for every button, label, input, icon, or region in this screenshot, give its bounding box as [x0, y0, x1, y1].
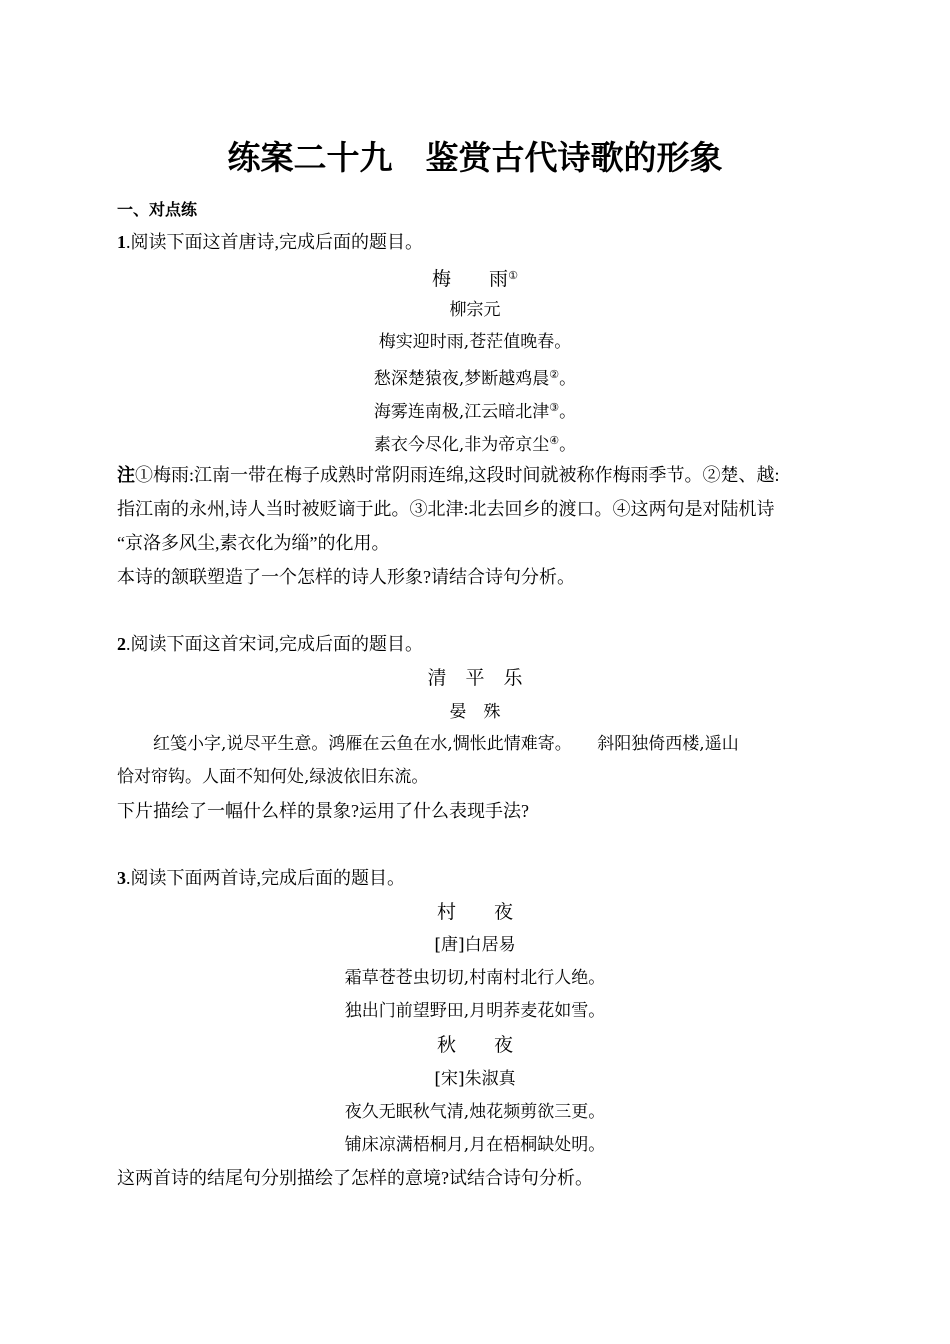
q3-poem-2-line: 夜久无眠秋气清,烛花频剪欲三更。: [344, 1102, 606, 1122]
q1-title-footnote-mark: ①: [508, 269, 518, 282]
q1-question: 本诗的颔联塑造了一个怎样的诗人形象?请结合诗句分析。: [117, 567, 575, 587]
q2-ci-text-line: 恰对帘钩。人面不知何处,绿波依旧东流。: [117, 767, 429, 787]
q1-line-4-footnote-mark: ④: [549, 434, 560, 447]
q1-line-3-end: 。: [559, 402, 577, 422]
q1-line-1-text: 梅实迎时雨,苍茫值晚春。: [378, 332, 572, 352]
q2-intro-text: .阅读下面这首宋词,完成后面的题目。: [126, 634, 423, 654]
q1-note-text-1: ①梅雨:江南一带在梅子成熟时常阴雨连绵,这段时间就被称作梅雨季节。②楚、越:: [135, 465, 780, 485]
q1-note-line: “京洛多风尘,素衣化为缁”的化用。: [117, 533, 390, 553]
q1-poem-title-text: 梅 雨: [432, 268, 509, 290]
q1-intro: [117, 228, 837, 256]
q3-intro-text: .阅读下面两首诗,完成后面的题目。: [126, 868, 405, 888]
q3-poem-1-author: [唐]白居易: [434, 935, 516, 955]
q1-poem-author: 柳宗元: [449, 300, 501, 320]
q1-line-4-end: 。: [559, 435, 577, 455]
q2-intro: [117, 630, 837, 658]
q1-line-4-text: 素衣今尽化,非为帝京尘: [373, 435, 550, 455]
q1-note-label: 注: [117, 465, 135, 485]
q1-line-2-footnote-mark: ②: [549, 368, 560, 381]
q3-number: 3: [117, 868, 126, 888]
q2-ci-text-line: 红笺小字,说尽平生意。鸿雁在云鱼在水,惆怅此情难寄。 斜阳独倚西楼,遥山: [153, 734, 739, 754]
q1-line-3-text: 海雾连南极,江云暗北津: [373, 402, 550, 422]
q3-poem-2-line: 铺床凉满梧桐月,月在梧桐缺处明。: [344, 1135, 606, 1155]
q3-poem-1-title: 村 夜: [436, 901, 513, 923]
q3-poem-2-title: 秋 夜: [436, 1034, 513, 1056]
q3-intro: [117, 864, 837, 892]
q3-poem-2-author: [宋]朱淑真: [434, 1069, 516, 1089]
q2-question: 下片描绘了一幅什么样的景象?运用了什么表现手法?: [117, 801, 529, 821]
q1-poem-line: [0, 394, 950, 426]
q1-number: 1: [117, 232, 126, 252]
q3-question: 这两首诗的结尾句分别描绘了怎样的意境?试结合诗句分析。: [117, 1168, 593, 1188]
q3-poem-1-line: 独出门前望野田,月明荞麦花如雪。: [344, 1001, 606, 1021]
q2-poem-author: 晏 殊: [449, 702, 501, 722]
page-title: 练案二十九 鉴赏古代诗歌的形象: [227, 138, 723, 177]
section-heading: 一、对点练: [117, 200, 198, 219]
q2-poem-title: 清 平 乐: [427, 667, 523, 689]
q1-poem-line: [0, 328, 950, 356]
q1-note-line: 指江南的永州,诗人当时被贬谪于此。③北津:北去回乡的渡口。④这两句是对陆机诗: [117, 499, 775, 519]
q1-poem-title: [0, 262, 950, 293]
q1-intro-text: .阅读下面这首唐诗,完成后面的题目。: [126, 232, 423, 252]
q1-line-3-footnote-mark: ③: [549, 401, 560, 414]
q2-number: 2: [117, 634, 126, 654]
q1-poem-line: [0, 361, 950, 393]
q3-poem-1-line: 霜草苍苍虫切切,村南村北行人绝。: [344, 968, 606, 988]
q1-line-2-text: 愁深楚猿夜,梦断越鸡晨: [373, 369, 550, 389]
q1-line-2-end: 。: [559, 369, 577, 389]
q1-note-line: [117, 461, 837, 489]
q1-poem-line: [0, 427, 950, 459]
